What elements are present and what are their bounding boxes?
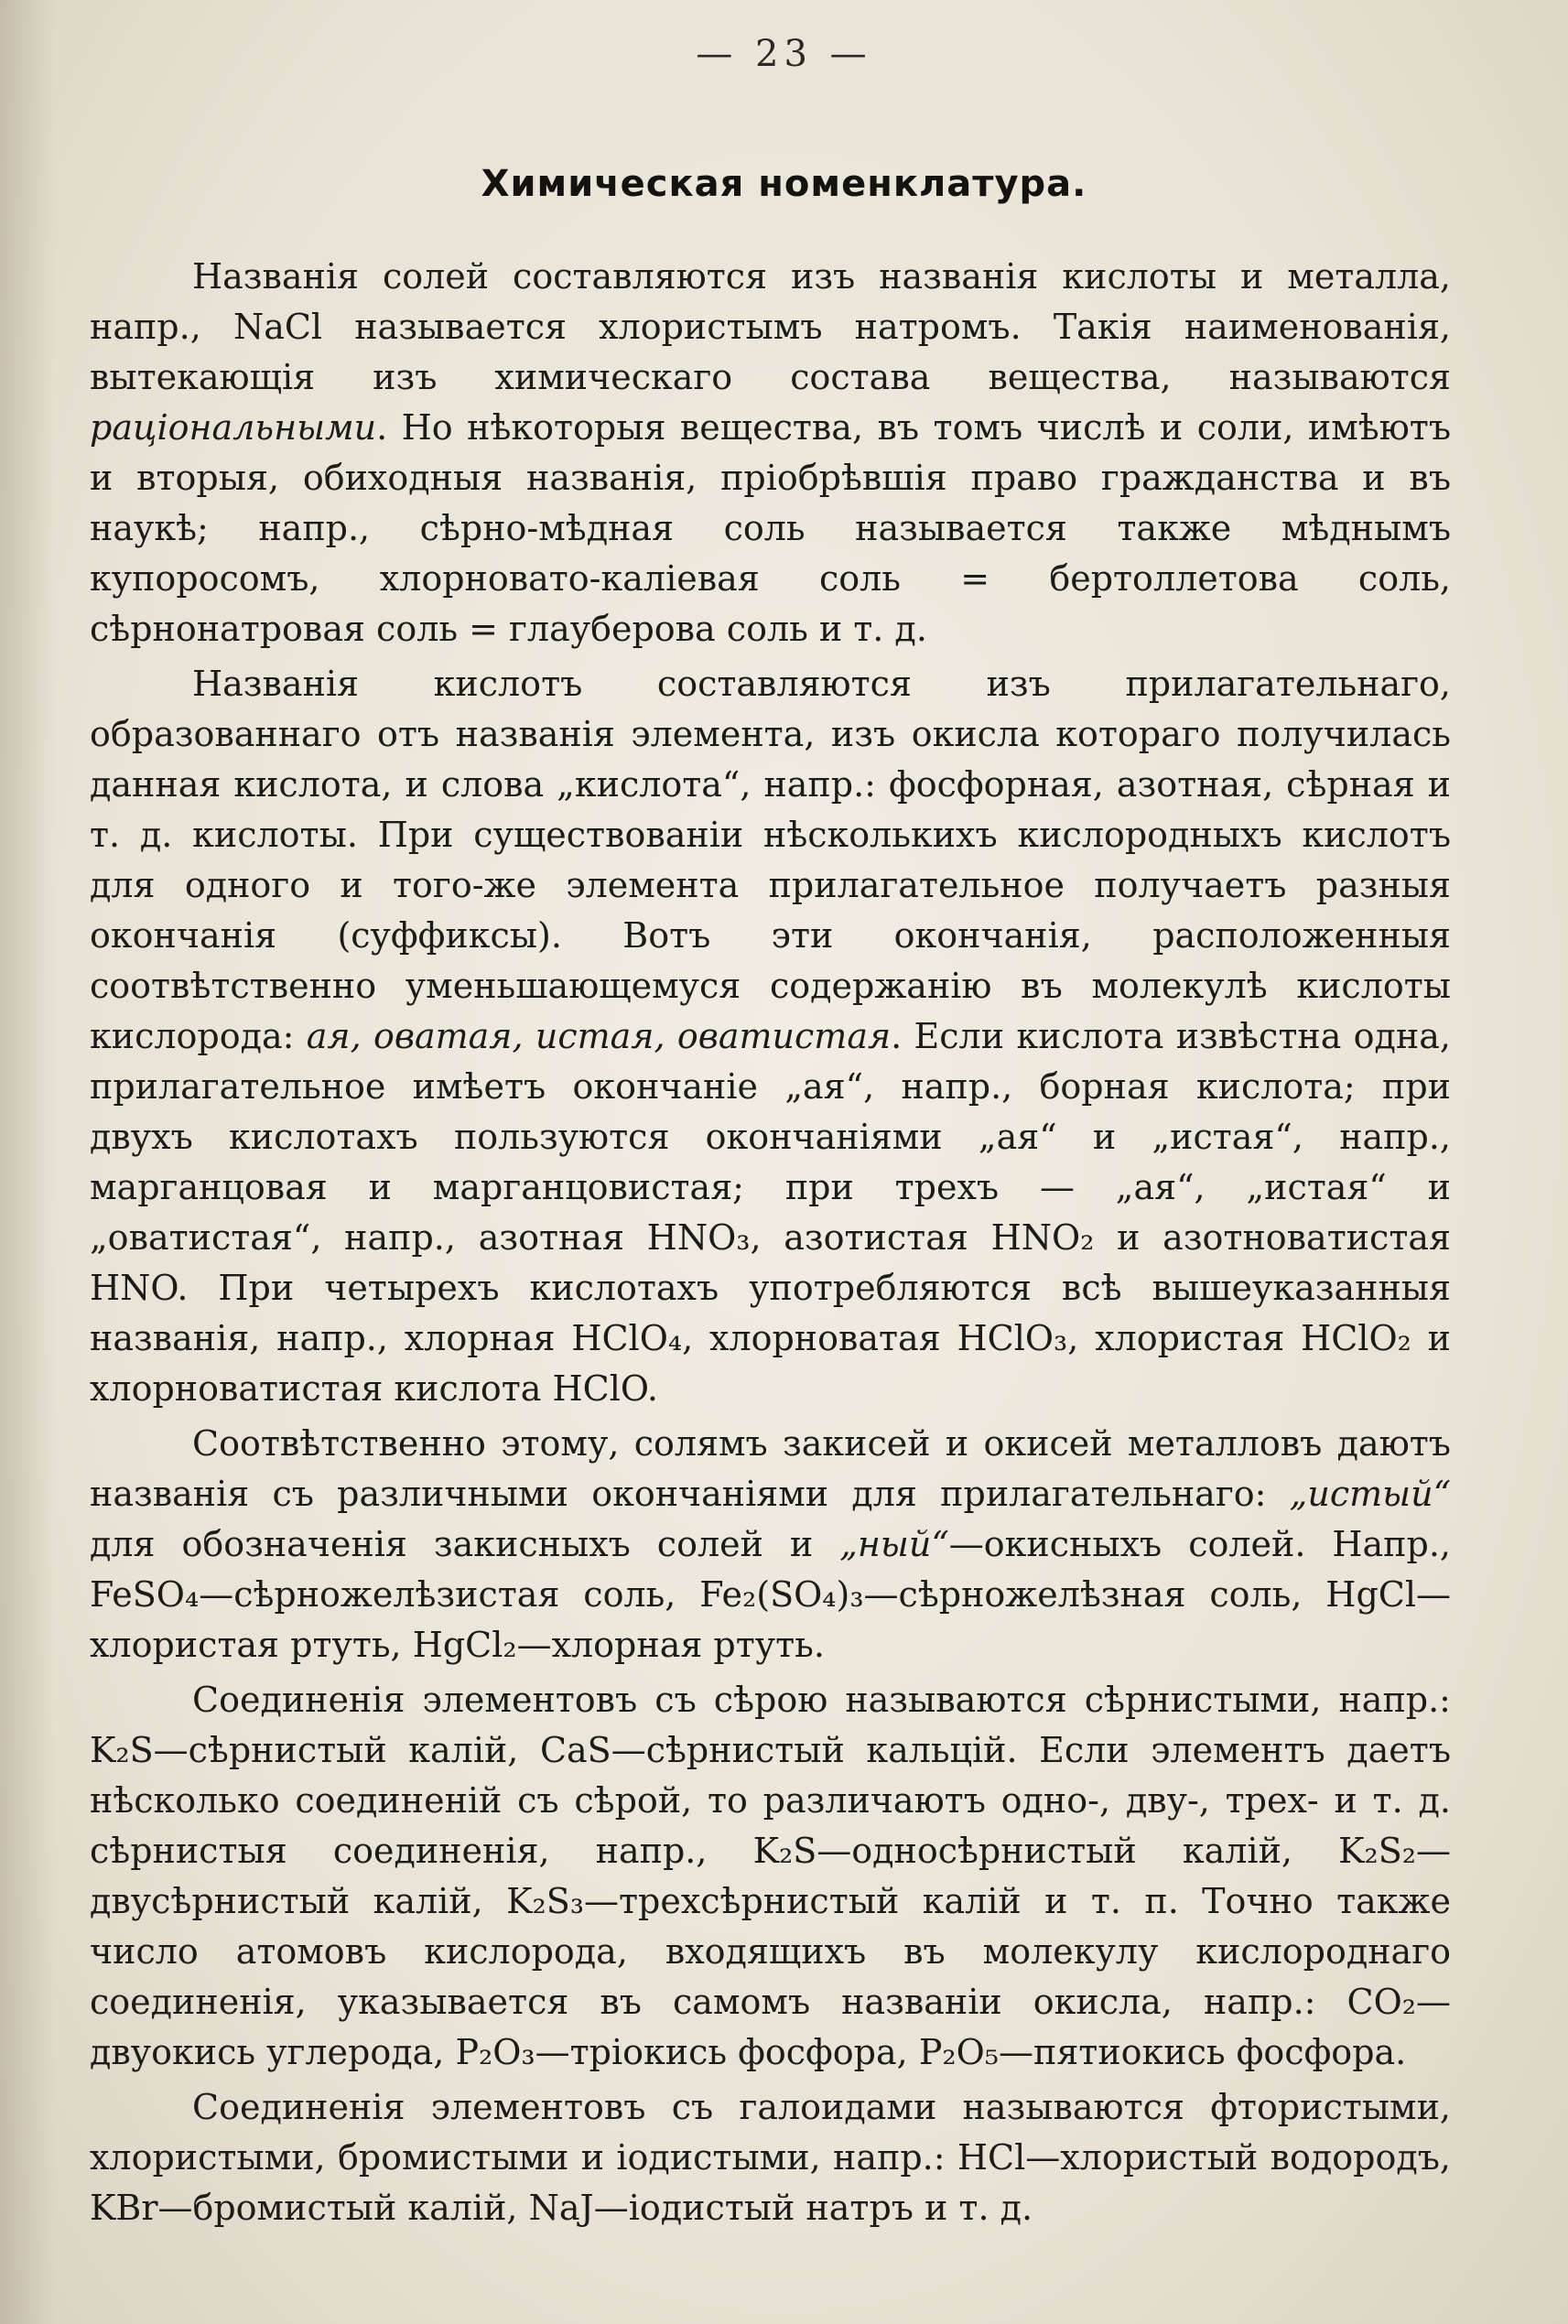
paragraph-salt-endings (90, 1419, 1451, 1670)
page-number: — 23 — (696, 33, 872, 75)
text-segment: для обозначенія закисныхъ солей и (90, 1524, 840, 1564)
text-segment: —окисныхъ солей. Напр., FeSO₄—сѣрножелѣзистая соль, Fe₂(SO₄)₃—сѣрножелѣзная соль, HgCl—хлористая ртуть, HgCl₂—хлорная ртуть. (90, 1524, 1451, 1665)
text-segment: Соединенія элементовъ съ галоидами называются фтористыми, хлористыми, бромистыми и іодистыми, напр.: HCl—хлористый водородъ, KBr—бромистый калій, NaJ—іодистый натръ и т. д. (90, 2087, 1451, 2228)
text-segment: . Если кислота извѣстна одна, прилагательное имѣетъ окончаніе „ая“, напр., борная кислота; при двухъ кислотахъ пользуются окончаніями „ая“ и „истая“, напр., марганцовая и марганцовистая; при трехъ — „ая“, „истая“ и „оватистая“, напр., азотная HNO₃, азотистая HNO₂ и азотноватистая HNO. При четырехъ кислотахъ употребляются всѣ вышеуказанныя названія, напр., хлорная HClO₄, хлорноватая HClO₃, хлористая HClO₂ и хлорноватистая кислота HClO. (90, 1016, 1451, 1409)
page-fold-shadow (0, 0, 55, 2324)
text-segment: Соединенія элементовъ съ сѣрою называются сѣрнистыми, напр.: K₂S—сѣрнистый калій, CaS—сѣрнистый кальцій. Если элементъ даетъ нѣсколько соединеній съ сѣрой, то различаютъ одно-, дву-, трех- и т. д. сѣрнистыя соединенія, напр., K₂S—односѣрнистый калій, K₂S₂—двусѣрнистый калій, K₂S₃—трехсѣрнистый калій и т. п. Точно также число атомовъ кислорода, входящихъ въ молекулу кислороднаго соединенія, указывается въ самомъ названіи окисла, напр.: CO₂—двуокись углерода, P₂O₃—тріокись фосфора, P₂O₅—пятиокись фосфора. (90, 1680, 1451, 2072)
text-segment: Названія солей составляются изъ названія кислоты и металла, напр., NaCl называется хлористымъ натромъ. Такія наименованія, вытекающія изъ химическаго состава вещества, называются (90, 256, 1451, 397)
text-segment: Соотвѣтственно этому, солямъ закисей и окисей металловъ даютъ названія съ различными окончаніями для прилагательнаго: (90, 1423, 1451, 1514)
page-title: Химическая номенклатура. (481, 163, 1087, 205)
paragraph-halogen-compounds (90, 2082, 1451, 2233)
text-segment: Названія кислотъ составляются изъ прилагательнаго, образованнаго отъ названія элемента, изъ окисла котораго получилась данная кислота, и слова „кислота“, напр.: фосфорная, азотная, сѣрная и т. д. кислоты. При существованіи нѣсколькихъ кислородныхъ кислотъ для одного и того-же элемента прилагательное получаетъ разныя окончанія (суффиксы). Вотъ эти окончанія, расположенныя соотвѣтственно уменьшающемуся содержанію въ молекулѣ кислоты кислорода: (90, 664, 1451, 1056)
text-segment: . Но нѣкоторыя вещества, въ томъ числѣ и соли, имѣютъ и вторыя, обиходныя названія, пріобрѣвшія право гражданства и въ наукѣ; напр., сѣрно-мѣдная соль называется также мѣднымъ купоросомъ, хлорновато-каліевая соль = бертоллетова соль, сѣрнонатровая соль = глауберова соль и т. д. (90, 407, 1451, 649)
body-text (90, 252, 1451, 2238)
italic-term: ая, оватая, истая, оватистая (306, 1016, 892, 1056)
paragraph-acids (90, 659, 1451, 1414)
paragraph-sulfur-compounds (90, 1675, 1451, 2078)
paragraph-salts (90, 252, 1451, 654)
italic-term: раціональными (90, 407, 377, 448)
italic-term: „истый“ (1289, 1474, 1451, 1514)
italic-term: „ный“ (839, 1524, 949, 1564)
